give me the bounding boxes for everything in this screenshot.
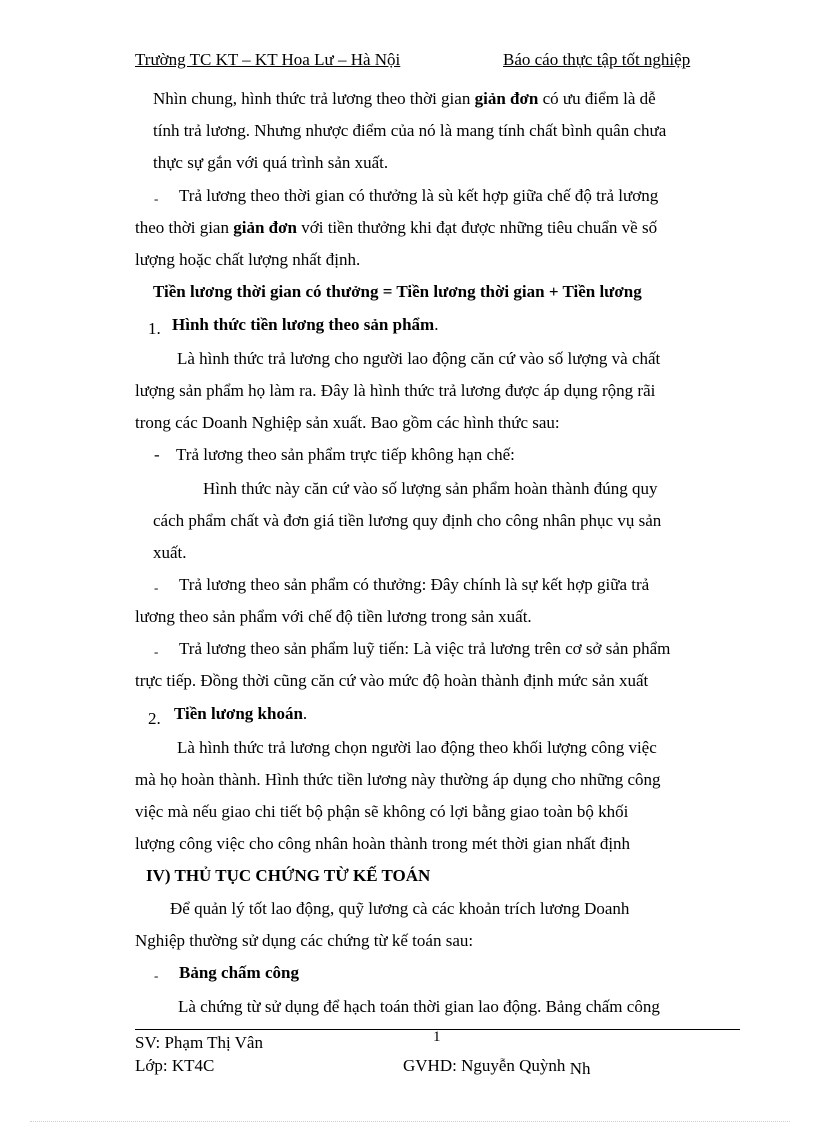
p3-line3: trong các Doanh Nghiệp sản xuất. Bao gồm các hình thức sau: [135, 413, 560, 432]
bullet-dash: - [154, 445, 160, 464]
section-1-title: Hình thức tiền lương theo sản phẩm. [172, 315, 439, 334]
section-1-number: 1. [148, 319, 161, 338]
item-3-line1: Trả lương theo sản phẩm luỹ tiến: Là việc trả lương trên cơ sở sản phẩm [179, 639, 671, 658]
p4-line3: xuất. [153, 543, 187, 562]
p1-line2: tính trả lương. Nhưng nhược điểm của nó là mang tính chất bình quân chưa [153, 121, 667, 140]
p5-line1: Là hình thức trả lương chọn người lao động theo khối lượng công việc [177, 738, 657, 757]
p3-line1: Là hình thức trả lương cho người lao động căn cứ vào số lượng và chất [177, 349, 661, 368]
p5-line4: lượng công việc cho công nhân hoàn thành trong mét thời gian nhất định [135, 834, 631, 853]
p7-line1: Là chứng từ sử dụng để hạch toán thời gian lao động. Bảng chấm công [178, 997, 660, 1016]
section-2-title: Tiền lương khoán. [174, 704, 308, 723]
bullet-dash: - [154, 580, 159, 595]
section-4-title: IV) THỦ TỤC CHỨNG TỪ KẾ TOÁN [146, 866, 431, 885]
section-2-number: 2. [148, 709, 161, 728]
p4-line1: Hình thức này căn cứ vào số lượng sản phẩm hoàn thành đúng quy [203, 479, 658, 498]
p5-line2: mà họ hoàn thành. Hình thức tiền lương này thường áp dụng cho những công [135, 770, 661, 789]
p2-line3: lượng hoặc chất lượng nhất định. [135, 250, 361, 269]
p6-line1: Để quản lý tốt lao động, quỹ lương cà các khoản trích lương Doanh [170, 899, 630, 918]
p2-line1: Trả lương theo thời gian có thưởng là sù kết hợp giữa chế độ trả lương [179, 186, 659, 205]
p3-line2: lượng sản phẩm họ làm ra. Đây là hình thức trả lương được áp dụng rộng rãi [135, 381, 656, 400]
item-3-line2: trực tiếp. Đồng thời cũng căn cứ vào mức độ hoàn thành định mức sản xuất [135, 671, 649, 690]
item-1-text: Trả lương theo sản phẩm trực tiếp không hạn chế: [176, 445, 515, 464]
p1-line1: Nhìn chung, hình thức trả lương theo thời gian giản đơn có ưu điểm là dễ [153, 89, 656, 108]
p1-line3: thực sự gắn với quá trình sản xuất. [153, 153, 389, 172]
footer-student: SV: Phạm Thị Vân [135, 1033, 263, 1052]
formula: Tiền lương thời gian có thưởng = Tiền lương thời gian + Tiền lương [153, 282, 642, 301]
p5-line3: việc mà nếu giao chi tiết bộ phận sẽ không có lợi bằng giao toàn bộ khối [135, 802, 629, 821]
page-bottom-dotted-line [30, 1121, 790, 1122]
item-2-line2: lương theo sản phẩm với chế độ tiền lương trong sản xuất. [135, 607, 532, 626]
page-number: 1 [433, 1029, 441, 1045]
item-4-text: Bảng chấm công [179, 963, 299, 982]
bullet-dash: - [154, 191, 159, 206]
footer-advisor: GVHD: Nguyễn Quỳnh Nh [403, 1056, 591, 1078]
footer-class: Lớp: KT4C [135, 1056, 215, 1075]
bullet-dash: - [154, 644, 159, 659]
p4-line2: cách phẩm chất và đơn giá tiền lương quy định cho công nhân phục vụ sản [153, 511, 662, 530]
item-2-line1: Trả lương theo sản phẩm có thưởng: Đây chính là sự kết hợp giữa trả [179, 575, 650, 594]
header-report-title: Báo cáo thực tập tốt nghiệp [503, 50, 691, 69]
p6-line2: Nghiệp thường sử dụng các chứng từ kế toán sau: [135, 931, 474, 950]
p2-line2: theo thời gian giản đơn với tiền thưởng khi đạt được những tiêu chuẩn về số [135, 218, 658, 237]
bullet-dash: - [154, 968, 159, 983]
header-school: Trường TC KT – KT Hoa Lư – Hà Nội [135, 50, 401, 69]
